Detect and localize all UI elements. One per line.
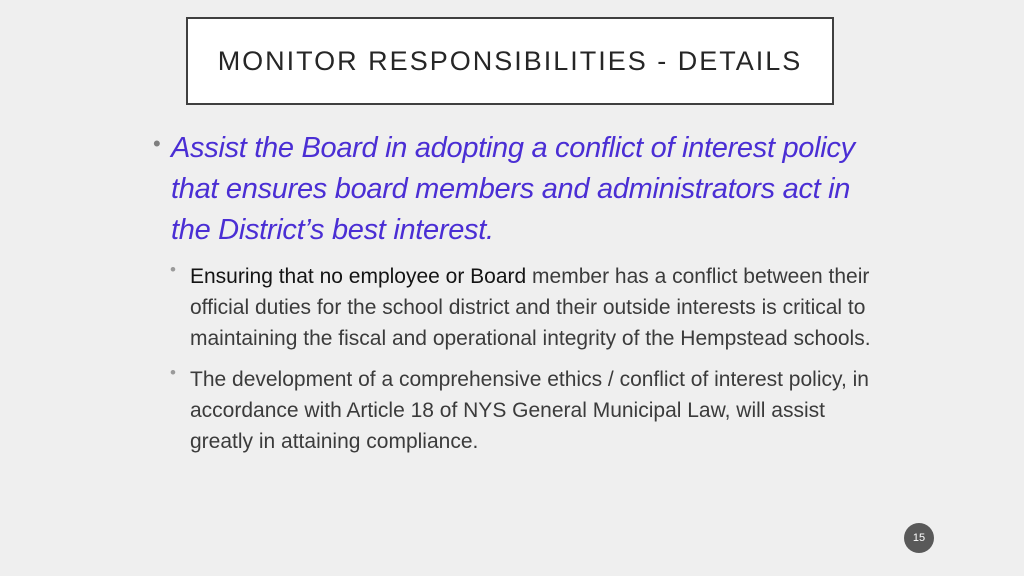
sub-bullet-text: [190, 261, 890, 354]
sub-bullet: [150, 364, 890, 457]
sub-bullet-lead: Ensuring that no employee or Board: [190, 265, 527, 288]
slide-title: MONITOR RESPONSIBILITIES - DETAILS: [217, 45, 803, 76]
page-number-badge: 15: [904, 523, 934, 553]
main-bullet: [150, 128, 890, 251]
main-bullet-text: Assist the Board in adopting a conflict of interest policy that ensures board members and administrators act in the District’s best interest.: [171, 132, 855, 246]
sub-bullet-text: [190, 364, 890, 457]
bullet-icon: •: [153, 131, 161, 156]
title-box: [186, 17, 834, 105]
sub-bullet: [150, 261, 890, 354]
sub-bullet-rest: member has a conflict between their official duties for the school district and their outside interests is critical to maintaining the fiscal and operational integrity of the Hempstead schools.: [190, 265, 871, 350]
slide-content: [150, 128, 890, 457]
bullet-icon: •: [170, 260, 176, 279]
bullet-icon: •: [170, 363, 176, 382]
sub-bullet-rest: The development of a comprehensive ethics / conflict of interest policy, in accordance with Article 18 of NYS General Municipal Law, will assist greatly in attaining compliance.: [190, 368, 869, 453]
